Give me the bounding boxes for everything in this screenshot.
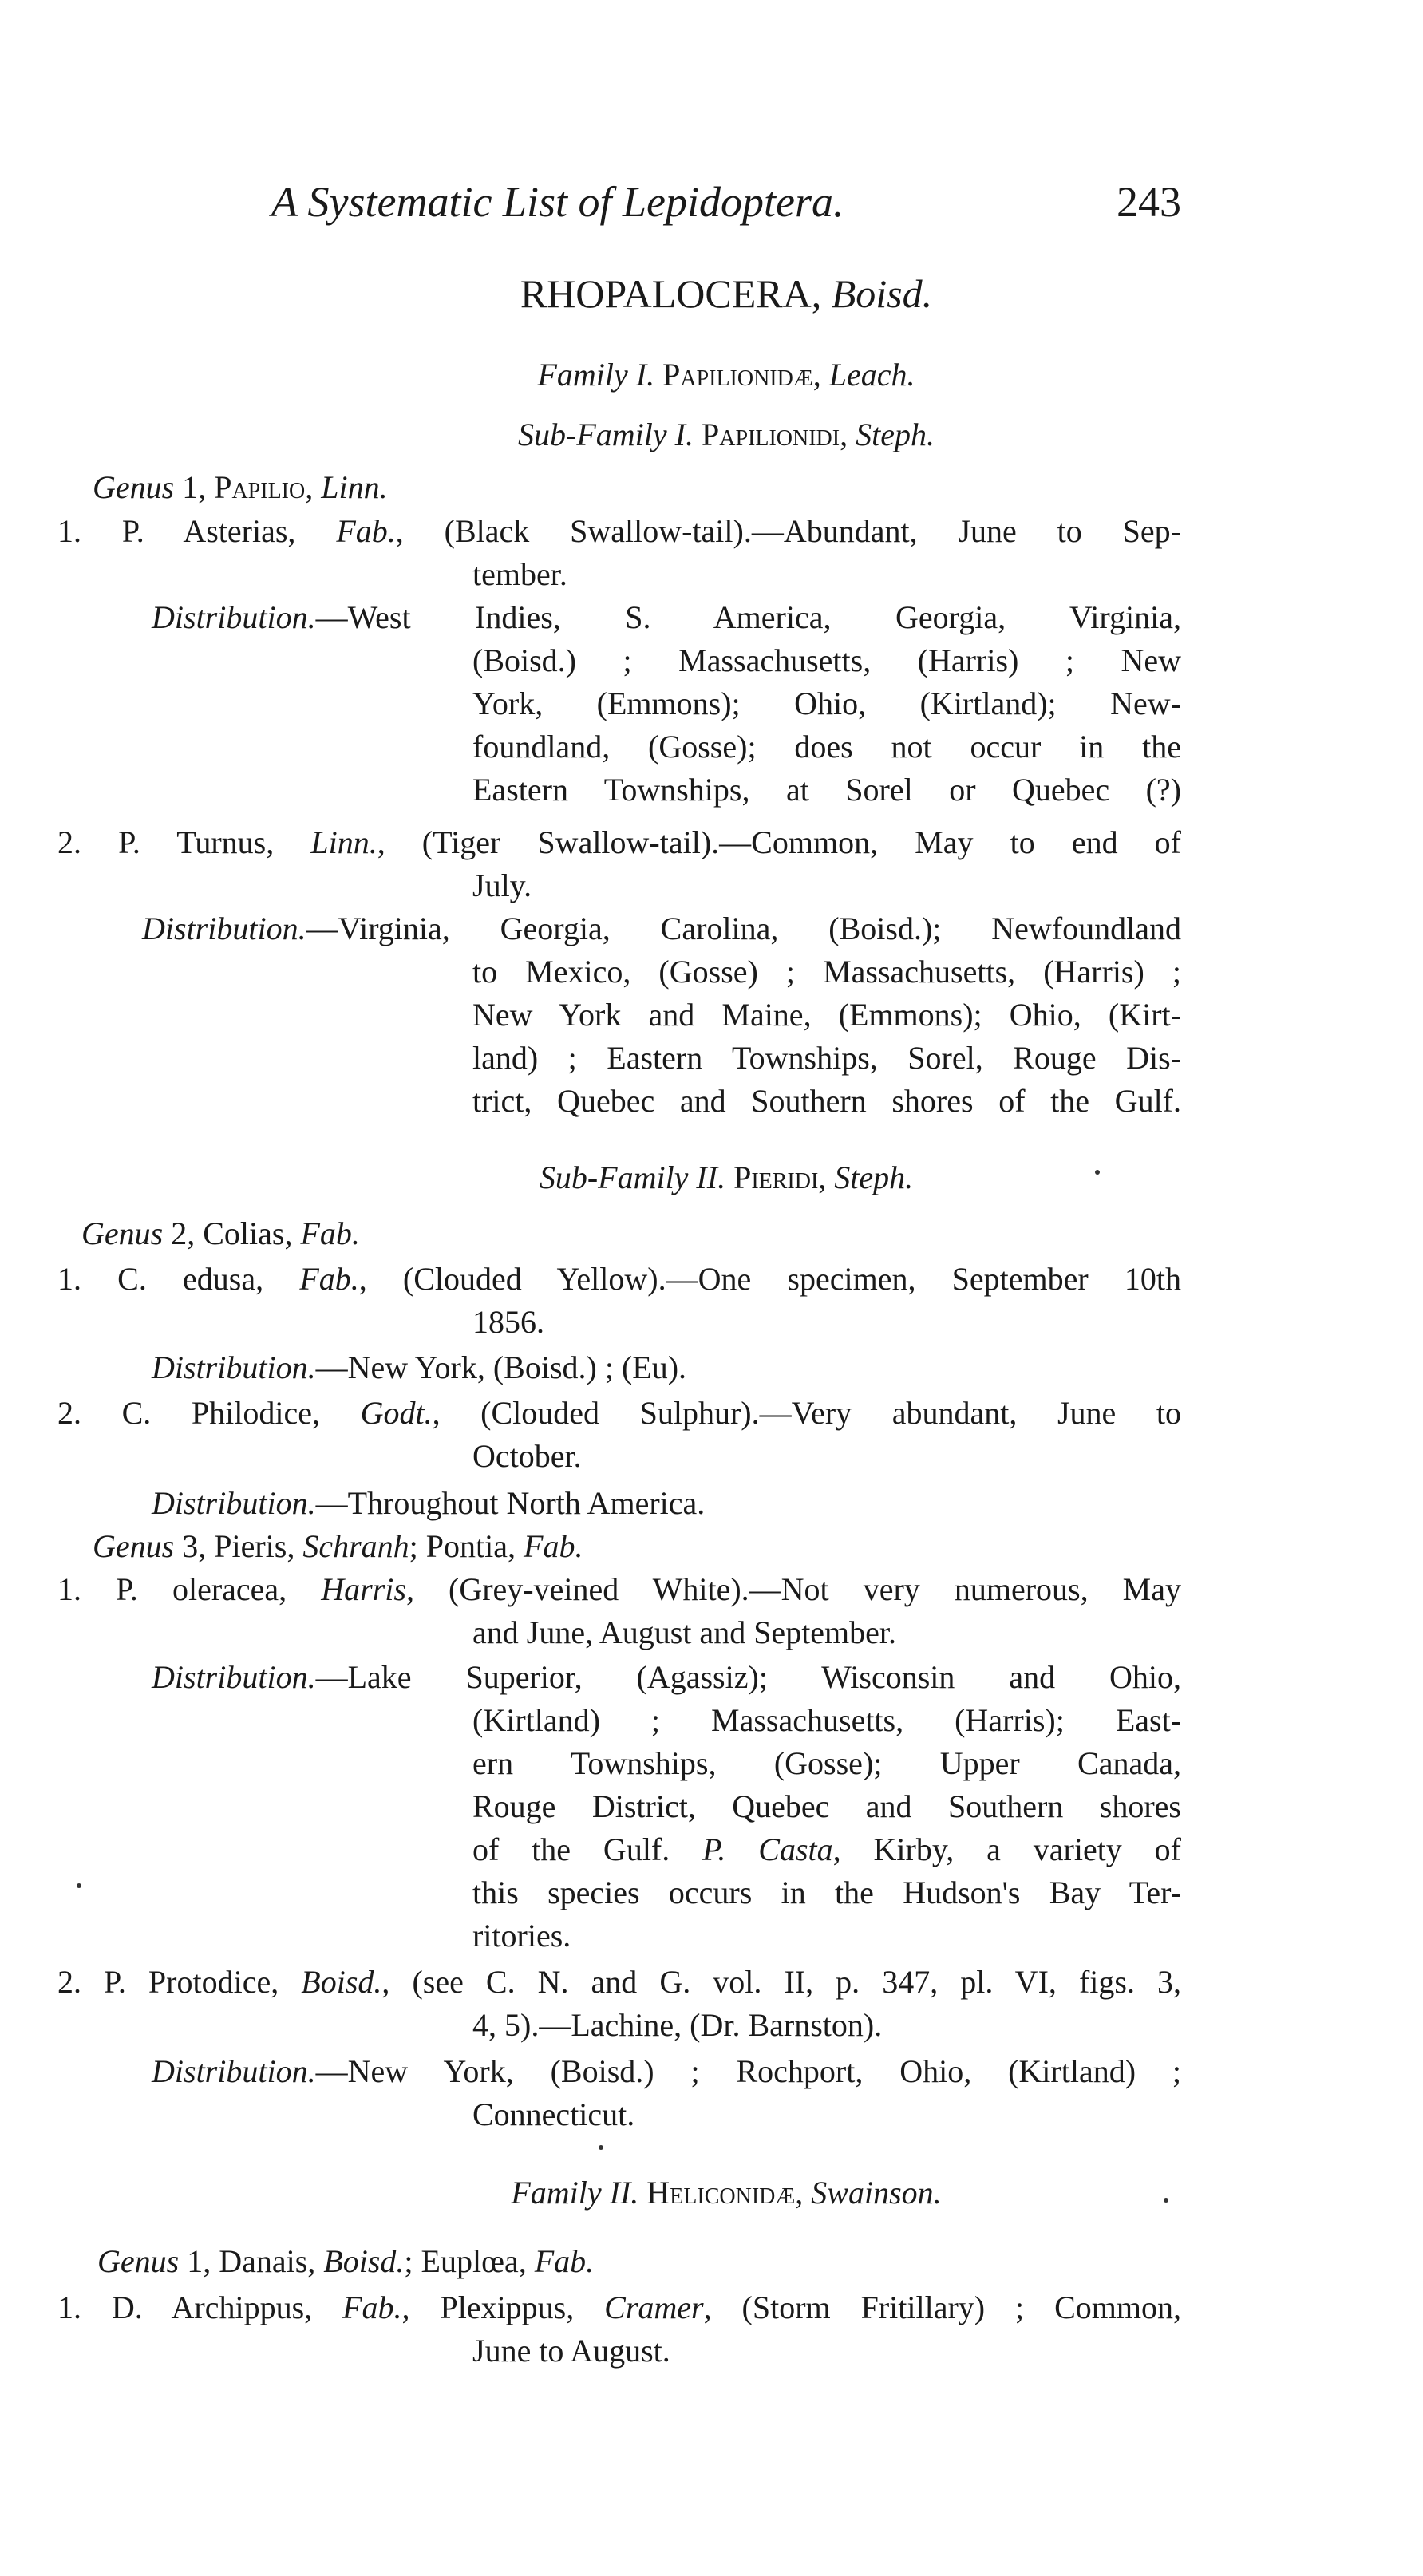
subfamily-label: Sub-Family I. xyxy=(518,417,702,452)
subfamily-author: Steph. xyxy=(856,417,935,452)
species-continuation: October. xyxy=(472,1438,582,1474)
running-head xyxy=(271,177,1181,241)
species-name: 2. P. Turnus, xyxy=(57,824,311,860)
distribution-line: Connecticut. xyxy=(472,2096,635,2132)
species-description: , (Grey-veined White).—Not very numerous, May xyxy=(405,1571,1182,1607)
species-description: , (Storm Fritillary) ; Common, xyxy=(703,2290,1181,2325)
family-name: Heliconidæ, xyxy=(646,2175,812,2211)
genus-author: Boisd. xyxy=(323,2243,405,2279)
species-entry xyxy=(57,1569,1181,1610)
distribution-text: —Virginia, Georgia, Carolina, (Boisd.); Newfoundland xyxy=(306,911,1181,946)
distribution-line: trict, Quebec and Southern shores of the Gulf. xyxy=(472,1083,1181,1119)
species-entry xyxy=(57,511,1181,552)
species-continuation: and June, August and September. xyxy=(472,1614,897,1650)
genus-label: Genus xyxy=(93,1528,183,1564)
distribution-line: this species occurs in the Hudson's Bay Ter- xyxy=(472,1875,1181,1910)
genus-name: Papilio, xyxy=(214,469,322,505)
genus-heading xyxy=(81,1213,360,1254)
distribution-line xyxy=(142,908,1181,950)
family-heading xyxy=(271,2172,1181,2214)
distribution-label: Distribution. xyxy=(152,1659,316,1695)
genus-heading xyxy=(93,1526,583,1567)
distribution-line: ern Townships, (Gosse); Upper Canada, xyxy=(472,1745,1181,1781)
genus-label: Genus xyxy=(93,469,183,505)
variety-name: P. Casta xyxy=(702,1831,833,1867)
distribution-line: to Mexico, (Gosse) ; Massachusetts, (Harris) ; xyxy=(472,954,1181,990)
species-author: Godt. xyxy=(360,1395,433,1431)
distribution-text: —New York, (Boisd.) ; (Eu). xyxy=(315,1349,687,1385)
distribution-line xyxy=(152,597,1181,638)
print-speck xyxy=(599,2145,603,2150)
subfamily-name: Pieridi, xyxy=(733,1160,835,1195)
subfamily-heading xyxy=(271,414,1181,456)
distribution-text: —Throughout North America. xyxy=(315,1485,706,1521)
family-author: Leach. xyxy=(828,357,915,393)
species-entry xyxy=(57,1962,1181,2003)
distribution-line: Rouge District, Quebec and Southern shores xyxy=(472,1788,1181,1824)
family-label: Family I. xyxy=(537,357,663,393)
distribution-label: Distribution. xyxy=(152,2053,316,2089)
genus-author: Linn. xyxy=(321,469,388,505)
species-name: 2. C. Philodice, xyxy=(57,1395,361,1431)
print-speck xyxy=(77,1883,81,1888)
species-author: Fab. xyxy=(299,1261,359,1297)
distribution-line: (Kirtland) ; Massachusetts, (Harris); East- xyxy=(472,1702,1181,1738)
genus-synonym-author: Fab. xyxy=(534,2243,595,2279)
subfamily-author: Steph. xyxy=(834,1160,914,1195)
species-entry xyxy=(57,822,1181,863)
distribution-line xyxy=(152,1657,1181,1698)
species-entry xyxy=(57,1393,1181,1434)
distribution-line: foundland, (Gosse); does not occur in the xyxy=(472,729,1181,765)
species-author: Fab. xyxy=(336,513,396,549)
species-continuation: 1856. xyxy=(472,1304,544,1340)
species-name: 1. P. oleracea, xyxy=(57,1571,322,1607)
genus-name: 1, Danais, xyxy=(187,2243,324,2279)
species-description: , (Clouded Sulphur).—Very abundant, June to xyxy=(432,1395,1181,1431)
species-author: Harris xyxy=(321,1571,406,1607)
genus-synonym: ; Pontia, xyxy=(409,1528,524,1564)
genus-name: 2, Colias, xyxy=(171,1215,301,1251)
species-author: Boisd. xyxy=(301,1964,382,2000)
species-name: 1. D. Archippus, xyxy=(57,2290,343,2325)
distribution-line xyxy=(472,1829,1181,1871)
genus-author: Fab. xyxy=(300,1215,360,1251)
distribution-line: (Boisd.) ; Massachusetts, (Harris) ; New xyxy=(472,642,1181,678)
distribution-line xyxy=(152,2051,1181,2092)
species-continuation: tember. xyxy=(472,556,567,592)
species-description: , (see C. N. and G. vol. II, p. 347, pl. VI, figs. 3, xyxy=(381,1964,1181,2000)
subfamily-label: Sub-Family II. xyxy=(539,1160,734,1195)
distribution-text: , Kirby, a variety of xyxy=(832,1831,1181,1867)
print-speck xyxy=(1164,2198,1168,2203)
subfamily-heading xyxy=(271,1157,1181,1199)
genus-name: 3, Pieris, xyxy=(182,1528,303,1564)
synonym-author: Cramer xyxy=(604,2290,704,2325)
subfamily-name: Papilionidi, xyxy=(701,417,856,452)
distribution-text: —Lake Superior, (Agassiz); Wisconsin and Ohio, xyxy=(315,1659,1181,1695)
species-author: Linn. xyxy=(310,824,377,860)
species-continuation: June to August. xyxy=(472,2333,670,2369)
species-description: , (Black Swallow-tail).—Abundant, June to Sep- xyxy=(395,513,1181,549)
page-number: 243 xyxy=(1117,178,1181,226)
distribution-line: land) ; Eastern Townships, Sorel, Rouge Dis- xyxy=(472,1040,1181,1076)
running-title: A Systematic List of Lepidoptera. xyxy=(271,178,844,226)
species-entry xyxy=(57,1258,1181,1300)
species-name: 1. P. Asterias, xyxy=(57,513,337,549)
genus-label: Genus xyxy=(97,2243,188,2279)
genus-heading xyxy=(93,467,388,508)
species-entry xyxy=(57,2287,1181,2329)
family-name: Papilionidæ, xyxy=(662,357,829,393)
species-synonym: , Plexippus, xyxy=(401,2290,605,2325)
genus-synonym-author: Fab. xyxy=(524,1528,583,1564)
family-author: Swainson. xyxy=(811,2175,942,2211)
distribution-line: New York and Maine, (Emmons); Ohio, (Kirt- xyxy=(472,997,1181,1033)
species-name: 2. P. Protodice, xyxy=(57,1964,302,2000)
species-name: 1. C. edusa, xyxy=(57,1261,300,1297)
species-author: Fab. xyxy=(342,2290,402,2325)
distribution-line xyxy=(152,1347,686,1389)
species-continuation: 4, 5).—Lachine, (Dr. Barnston). xyxy=(472,2007,883,2043)
distribution-label: Distribution. xyxy=(152,1349,316,1385)
section-heading xyxy=(271,273,1181,314)
print-speck xyxy=(1095,1170,1100,1175)
distribution-line xyxy=(152,1483,705,1524)
distribution-label: Distribution. xyxy=(142,911,306,946)
heading-author: Boisd. xyxy=(831,271,933,316)
heading-text: RHOPALOCERA, xyxy=(520,271,832,316)
family-heading xyxy=(271,354,1181,396)
distribution-text: of the Gulf. xyxy=(472,1831,703,1867)
genus-label: Genus xyxy=(81,1215,172,1251)
distribution-line: ritories. xyxy=(472,1918,571,1954)
genus-author: Schranh xyxy=(302,1528,409,1564)
species-continuation: July. xyxy=(472,867,532,903)
distribution-line: York, (Emmons); Ohio, (Kirtland); New- xyxy=(472,685,1181,721)
family-label: Family II. xyxy=(511,2175,647,2211)
distribution-line: Eastern Townships, at Sorel or Quebec (?) xyxy=(472,772,1181,808)
distribution-label: Distribution. xyxy=(152,599,316,635)
distribution-text: —West Indies, S. America, Georgia, Virginia, xyxy=(315,599,1181,635)
distribution-text: —New York, (Boisd.) ; Rochport, Ohio, (Kirtland) ; xyxy=(315,2053,1181,2089)
genus-heading xyxy=(97,2241,594,2282)
distribution-label: Distribution. xyxy=(152,1485,316,1521)
genus-number: 1, xyxy=(182,469,215,505)
species-description: , (Clouded Yellow).—One specimen, September 10th xyxy=(358,1261,1181,1297)
species-description: , (Tiger Swallow-tail).—Common, May to end of xyxy=(377,824,1181,860)
genus-synonym: ; Euplœa, xyxy=(404,2243,535,2279)
